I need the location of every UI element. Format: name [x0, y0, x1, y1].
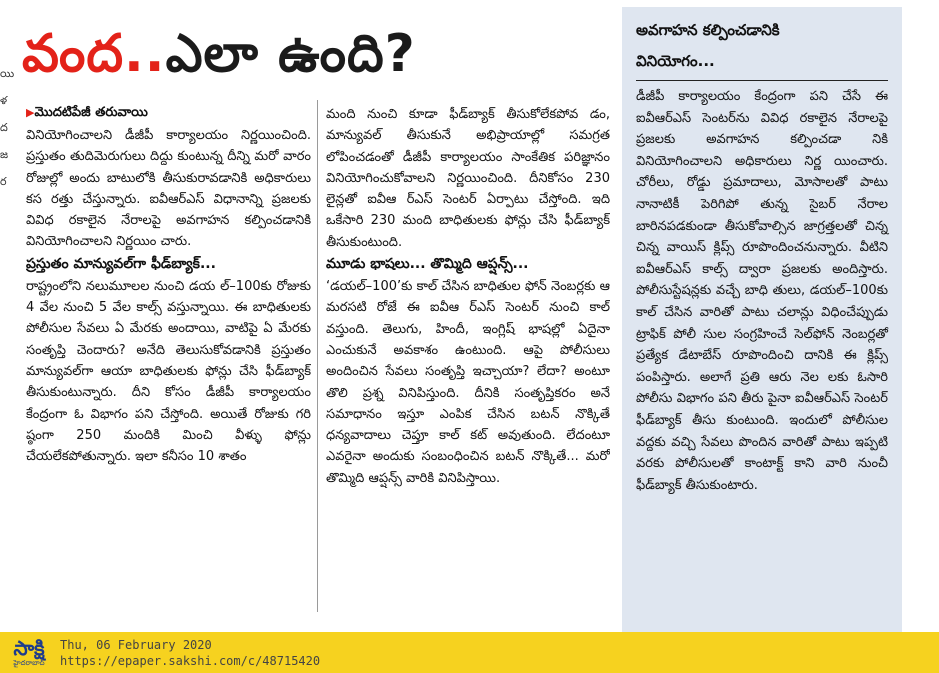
continued-from-front-page: [26, 105, 148, 123]
sidebar-title-line-1: అవగాహన కల్పించడానికి: [636, 21, 780, 39]
article-column-2: [326, 104, 610, 612]
logo-mark: సాక్షి: [13, 636, 45, 660]
triangle-bullet-icon: ▶: [26, 106, 35, 119]
epaper-url[interactable]: https://epaper.sakshi.com/c/48715420: [60, 653, 321, 668]
edge-fragment: జ: [0, 148, 9, 161]
sakshi-logo: [0, 632, 58, 673]
article-headline: [22, 18, 612, 90]
headline-black-part: ఎలా ఉంది?: [165, 24, 416, 84]
edge-fragment: ద: [0, 121, 8, 134]
edge-fragment: ర: [0, 175, 7, 188]
sidebar-title-line-2: వినియోగం...: [636, 52, 715, 70]
sidebar-title-rule: [636, 80, 888, 81]
footer-meta: [58, 637, 320, 669]
column1-subheading: ప్రస్తుతం మాన్యువల్‌గా ఫీడ్‌బ్యాక్...: [26, 255, 216, 272]
column-divider: [317, 100, 318, 612]
sidebar-body: డీజీపీ కార్యాలయం కేంద్రంగా పని చేసే ఈ ఐవీఆర్ఎస్ సెంటర్‌ను వివిధ రకాలైన నేరాలపై ప్రజలకు అవగాహన కల్పించడా నికి వినియోగించాలని అధికారులు నిర్ణ యించారు. చోరీలు, రోడ్డు ప్రమాదాలు, మోసాలతో పాటు నానాటికీ పెరిగిపో తున్న సైబర్ నేరాల బారినపడకుండా తీసుకోవాల్సిన జాగ్రత్తలతో చిన్న చిన్న వాయిస్ క్లిప్స్ రూపొందించనున్నారు. వీటిని ఐవీఆర్ఎస్ కాల్స్ ద్వారా ప్రజలకు అందిస్తారు. పోలీసుస్టేషన్లకు వచ్చే బాధి తులు, డయల్‌–100కు కాల్ చేసిన వారితో పాటు చలాన్లు విధించేప్పుడు ట్రాఫిక్ పోలీ సుల సంగ్రహించే సెల్‌ఫోన్ నెంబర్లతో ప్రత్యేక డేటాబేస్ రూపొందించి దానికి ఈ క్లిప్స్ పంపిస్తారు. అలాగే ప్రతి ఆరు నెల లకు ఓసారి పోలీసు విభాగం పని తీరు పైనా ఐవీఆర్ఎస్ సెంటర్ ఫీడ్‌బ్యాక్ తీసు కుంటుంది. ఇందులో పోలీసుల వద్దకు వచ్చి సేవలు పొందిన వారితో పాటు ఇప్పటి వరకు పోలీసులతో కాంటాక్ట్ కాని వారి నుంచీ ఫీడ్‌బ్యాక్ తీసుకుంటారు.: [636, 89, 888, 493]
edge-fragment: యి: [0, 67, 15, 80]
epaper-footer: [0, 632, 939, 673]
column2-paragraph-2: ‘డయల్‌–100’కు కాల్ చేసిన బాధితుల ఫోన్ నెంబర్లకు ఆ మరసటి రోజే ఈ ఐవీఆ ర్ఎస్ సెంటర్ నుంచి కాల్ వస్తుంది. తెలుగు, హిందీ, ఇంగ్లిష్ భాషల్లో ఏదైనా ఎంచుకునే అవకాశం ఉంటుంది. ఆపై పోలీసులు అందించిన సేవలు సంతృప్తి ఇచ్చాయా? లేదా? అంటూ తొలి ప్రశ్న వినిపిస్తుంది. దీనికి సంతృప్తికరం అనే సమాధానం ఇస్తూ ఎంపిక చేసిన బటన్ నొక్కితే ధన్యవాదాలు చెప్తూ కాల్ కట్ అవుతుంది. లేదంటూ ఎవరైనా అందుకు సంబంధించిన బటన్ నొక్కితే... మరో తొమ్మిది ఆప్షన్స్ వారికి వినిపిస్తాయి.: [326, 279, 610, 486]
logo-edition: హైదరాబాద్: [13, 659, 45, 667]
publication-date: Thu, 06 February 2020: [60, 637, 212, 652]
continued-label: మొదటిపేజీ తరువాయి: [34, 105, 148, 120]
left-edge-fragments: [0, 60, 15, 195]
column2-paragraph-1: మంది నుంచి కూడా ఫీడ్‌బ్యాక్ తీసుకోలేకపోవ డం, మాన్యువల్ తీసుకునే అభిప్రాయాల్లో సమగ్రత లోపించడంతో డీజీపీ కార్యాలయం సాంకేతిక పరిజ్ఞానం వినియోగించుకోవాలని నిర్ణయించింది. దీనికోసం 230 లైన్లతో ఐవీఆ ర్ఎస్ సెంటర్ ఏర్పాటు చేస్తోంది. ఇది ఒకేసారి 230 మంది బాధితులకు ఫోన్లు చేసి ఫీడ్‌బ్యాక్ తీసుకుంటుంది.: [326, 107, 610, 250]
column1-paragraph-1: వినియోగించాలని డీజీపీ కార్యాలయం నిర్ణయించింది. ప్రస్తుతం తుదిమెరుగులు దిద్దు కుంటున్న దీన్ని మరో వారం రోజుల్లో అందు బాటులోకి తీసుకురావడానికి అధికారులు కస రత్తు చేస్తున్నారు. ఐవీఆర్ఎస్ విధానాన్ని ప్రజలకు వివిధ రకాలైన నేరాలపై అవగాహన కల్పించడానికి వినియోగించాలని నిర్ణయిం చారు.: [26, 128, 311, 250]
column1-paragraph-2: రాష్ట్రంలోని నలుమూలల నుంచి డయ ల్‌–100కు రోజుకు 4 వేల నుంచి 5 వేల కాల్స్ వస్తున్నాయి. ఈ బాధితులకు పోలీసుల సేవలు ఏ మేరకు అందాయి, వాటిపై ఏ మేరకు సంతృప్తి చెందారు? అనేది తెలుసుకోవడానికి ప్రస్తుతం మాన్యువల్‌గా ఆయా బాధితులకు ఫోన్లు చేసి ఫీడ్‌బ్యాక్ తీసుకుంటున్నారు. దీని కోసం డీజీపీ కార్యాలయం కేంద్రంగా ఓ విభాగం పని చేస్తోంది. అయితే రోజుకు గరి ష్ఠంగా 250 మందికి మించి వీళ్ళు ఫోన్లు చేయలేకపోతున్నారు. ఇలా కనీసం 10 శాతం: [26, 278, 311, 465]
sidebar-box: [622, 7, 902, 632]
headline-red-part: వంద..: [22, 24, 166, 84]
edge-fragment: ళ: [0, 94, 8, 107]
article-column-1: [26, 125, 311, 613]
column2-subheading: మూడు భాషలు... తొమ్మిది ఆప్షన్స్...: [326, 256, 529, 273]
